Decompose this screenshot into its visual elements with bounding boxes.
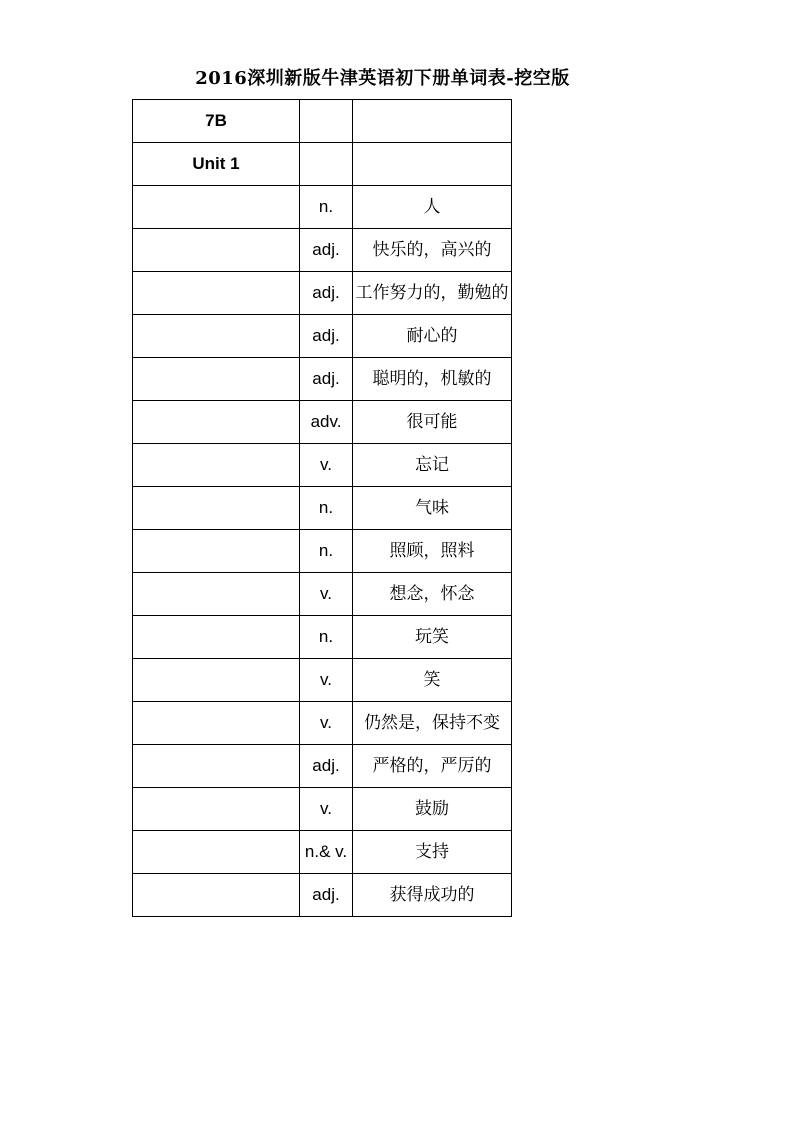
part-of-speech: v.: [300, 444, 353, 487]
word-blank-cell[interactable]: [133, 272, 300, 315]
word-blank-cell[interactable]: [133, 401, 300, 444]
chinese-meaning: 严格的，严厉的: [353, 745, 512, 788]
chinese-meaning: 忘记: [353, 444, 512, 487]
chinese-meaning: 聪明的，机敏的: [353, 358, 512, 401]
chinese-meaning: 快乐的，高兴的: [353, 229, 512, 272]
table-row: [133, 229, 512, 272]
table-row: [133, 186, 512, 229]
part-of-speech: adj.: [300, 229, 353, 272]
chinese-meaning: 玩笑: [353, 616, 512, 659]
table-row: [133, 702, 512, 745]
table-row: [133, 745, 512, 788]
word-blank-cell[interactable]: [133, 487, 300, 530]
table-row: [133, 874, 512, 917]
chinese-meaning: 仍然是，保持不变: [353, 702, 512, 745]
part-of-speech: v.: [300, 702, 353, 745]
part-of-speech: n.: [300, 186, 353, 229]
part-of-speech: n.: [300, 487, 353, 530]
empty-cell: [300, 100, 353, 143]
word-blank-cell[interactable]: [133, 659, 300, 702]
vocabulary-table: [132, 99, 512, 917]
part-of-speech: adv.: [300, 401, 353, 444]
part-of-speech: adj.: [300, 874, 353, 917]
word-blank-cell[interactable]: [133, 315, 300, 358]
word-blank-cell[interactable]: [133, 186, 300, 229]
table-row: [133, 831, 512, 874]
chinese-meaning: 工作努力的，勤勉的: [353, 272, 512, 315]
table-header-row: [133, 100, 512, 143]
grade-label: 7B: [133, 100, 300, 143]
empty-cell: [300, 143, 353, 186]
part-of-speech: adj.: [300, 358, 353, 401]
word-blank-cell[interactable]: [133, 358, 300, 401]
word-blank-cell[interactable]: [133, 745, 300, 788]
table-row: [133, 616, 512, 659]
word-blank-cell[interactable]: [133, 573, 300, 616]
word-blank-cell[interactable]: [133, 702, 300, 745]
table-row: [133, 272, 512, 315]
table-row: [133, 315, 512, 358]
part-of-speech: v.: [300, 788, 353, 831]
part-of-speech: v.: [300, 659, 353, 702]
table-row: [133, 573, 512, 616]
part-of-speech: n.: [300, 616, 353, 659]
table-row: [133, 401, 512, 444]
chinese-meaning: 支持: [353, 831, 512, 874]
chinese-meaning: 鼓励: [353, 788, 512, 831]
word-blank-cell[interactable]: [133, 831, 300, 874]
document-title: 2016深圳新版牛津英语初下册单词表-挖空版: [195, 68, 570, 89]
word-blank-cell[interactable]: [133, 874, 300, 917]
table-header-row: [133, 143, 512, 186]
chinese-meaning: 笑: [353, 659, 512, 702]
table-row: [133, 444, 512, 487]
chinese-meaning: 获得成功的: [353, 874, 512, 917]
empty-cell: [353, 143, 512, 186]
part-of-speech: adj.: [300, 272, 353, 315]
chinese-meaning: 气味: [353, 487, 512, 530]
part-of-speech: n.: [300, 530, 353, 573]
table-row: [133, 659, 512, 702]
empty-cell: [353, 100, 512, 143]
part-of-speech: adj.: [300, 315, 353, 358]
table-row: [133, 487, 512, 530]
part-of-speech: v.: [300, 573, 353, 616]
unit-label: Unit 1: [133, 143, 300, 186]
part-of-speech: n.& v.: [300, 831, 353, 874]
chinese-meaning: 很可能: [353, 401, 512, 444]
word-blank-cell[interactable]: [133, 229, 300, 272]
word-blank-cell[interactable]: [133, 616, 300, 659]
word-blank-cell[interactable]: [133, 444, 300, 487]
table-row: [133, 788, 512, 831]
chinese-meaning: 想念，怀念: [353, 573, 512, 616]
table-row: [133, 530, 512, 573]
part-of-speech: adj.: [300, 745, 353, 788]
chinese-meaning: 耐心的: [353, 315, 512, 358]
chinese-meaning: 照顾，照料: [353, 530, 512, 573]
word-blank-cell[interactable]: [133, 788, 300, 831]
table-row: [133, 358, 512, 401]
word-blank-cell[interactable]: [133, 530, 300, 573]
chinese-meaning: 人: [353, 186, 512, 229]
